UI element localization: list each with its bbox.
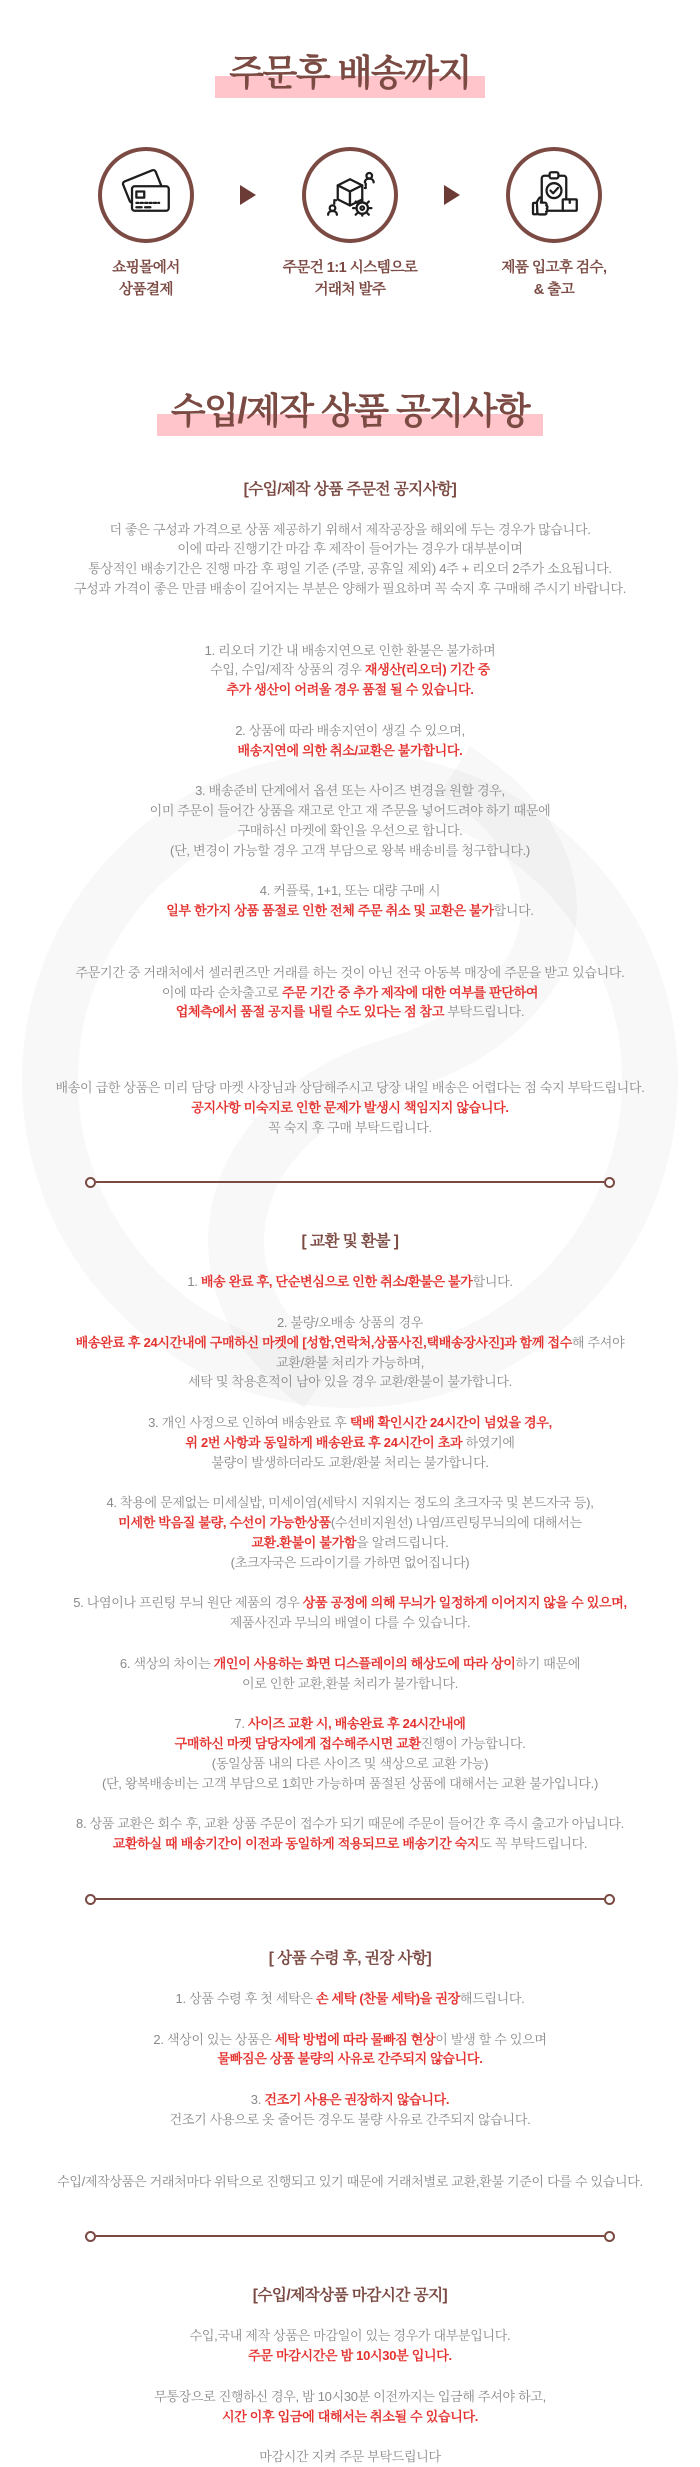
step-label-line: 주문건 1:1 시스템으로: [283, 258, 418, 280]
body-text: (수선비지원선) 나염/프린팅무늬의에 대해서는: [331, 1515, 582, 1530]
notice-line: [0, 821, 700, 841]
inspection-shipping-icon: [526, 167, 582, 223]
notice-line: [0, 2110, 700, 2130]
body-text: 해드립니다.: [460, 1991, 525, 2006]
notice-line: [0, 963, 700, 983]
step-order-system: [262, 147, 438, 302]
body-text: 합니다.: [494, 903, 534, 918]
step-label: [501, 258, 606, 302]
body-text: 구매하신 마켓에 확인을 우선으로 합니다.: [238, 823, 463, 838]
arrow-right-icon: [240, 185, 256, 205]
body-text: 수입/제작상품은 거래처마다 위탁으로 진행되고 있기 때문에 거래처별로 교환,환불 기준이 다를 수 있습니다.: [57, 2174, 643, 2189]
body-text: 을 알려드립니다.: [356, 1535, 448, 1550]
body-text: 2. 상품에 따라 배송지연이 생길 수 있으며,: [235, 723, 465, 738]
notice-line: [0, 801, 700, 821]
section-divider: [96, 1898, 604, 1900]
notice-line: [0, 1433, 700, 1453]
body-text: 3. 개인 사정으로 인하여 배송완료 후: [148, 1415, 350, 1430]
notice-line: [0, 881, 700, 901]
credit-card-icon: [118, 167, 174, 223]
notice-line: [0, 741, 700, 761]
body-text: 1.: [187, 1274, 201, 1289]
emphasis-text: 배송완료 후 24시간내에 구매하신 마켓에 [성함,연락처,상품사진,택배송장사진]과 함께 접수: [76, 1335, 572, 1350]
notice-line: [0, 1353, 700, 1373]
notice-paragraph: [0, 2326, 700, 2366]
notice-paragraph: [0, 963, 700, 1022]
order-system-icon: [322, 167, 378, 223]
notice-line: [0, 1674, 700, 1694]
body-text: 꼭 숙지 후 구매 부탁드립니다.: [268, 1120, 432, 1135]
notice-line: [0, 2030, 700, 2050]
body-text: 수입,국내 제작 상품은 마감일이 있는 경우가 대부분입니다.: [190, 2328, 511, 2343]
emphasis-text: 배송지연에 의한 취소/교환은 불가합니다.: [238, 743, 463, 758]
notice-paragraph: [0, 1814, 700, 1854]
notice-paragraph: [0, 1493, 700, 1572]
step-circle: [302, 147, 398, 243]
emphasis-text: 개인이 사용하는 화면 디스플레이의 해상도에 따라 상이: [214, 1656, 516, 1671]
emphasis-text: 교환하실 때 배송기간이 이전과 동일하게 적용되므로 배송기간 숙지: [113, 1836, 479, 1851]
notice-paragraph: [0, 781, 700, 860]
step-circle: [98, 147, 194, 243]
notice-paragraph: [0, 641, 700, 700]
section-heading: [수입/제작상품 마감시간 공지]: [0, 2283, 700, 2305]
body-text: 이에 따라 순차출고로: [162, 985, 282, 1000]
notice-line: [0, 579, 700, 599]
notice-line: [0, 2049, 700, 2069]
body-text: 7.: [234, 1716, 248, 1731]
body-text: 3.: [251, 2092, 265, 2107]
notice-paragraph: [0, 1313, 700, 1392]
step-payment: [58, 147, 234, 302]
emphasis-text: 미세한 박음질 불량, 수선이 가능한상품: [118, 1515, 331, 1530]
body-text: 건조기 사용으로 옷 줄어든 경우도 불량 사유로 간주되지 않습니다.: [170, 2112, 531, 2127]
notice-line: [0, 1333, 700, 1353]
notice-paragraph: [0, 2387, 700, 2427]
notice-line: [0, 2407, 700, 2427]
notice-line: [0, 1453, 700, 1473]
emphasis-text: 시간 이후 입금에 대해서는 취소될 수 있습니다.: [222, 2409, 478, 2424]
emphasis-text: 세탁 방법에 따라 물빠짐 현상: [275, 2032, 435, 2047]
body-text: 주문기간 중 거래처에서 셀러퀸즈만 거래를 하는 것이 아닌 전국 아동복 매장에 주문을 받고 있습니다.: [76, 965, 625, 980]
notice-line: [0, 1493, 700, 1513]
notice-line: [0, 2090, 700, 2110]
body-text: 해 주셔야: [572, 1335, 624, 1350]
notice-paragraph: [0, 1654, 700, 1694]
body-text: 합니다.: [473, 1274, 513, 1289]
notice-paragraph: [0, 1593, 700, 1633]
notice-line: [0, 1533, 700, 1553]
notice-line: [0, 983, 700, 1003]
emphasis-text: 교환.환불이 불가함: [251, 1535, 356, 1550]
body-text: 이에 따라 진행기간 마감 후 제작이 들어가는 경우가 대부분이며: [177, 541, 522, 556]
emphasis-text: 업체측에서 품절 공지를 내릴 수도 있다는 점 참고: [176, 1004, 448, 1019]
notice-title: [0, 302, 700, 433]
emphasis-text: 위 2번 사항과 동일하게 배송완료 후 24시간이 초과: [185, 1435, 465, 1450]
body-text: 세탁 및 착용흔적이 남아 있을 경우 교환/환불이 불가합니다.: [188, 1374, 512, 1389]
notice-line: [0, 1989, 700, 2009]
emphasis-text: 물빠짐은 상품 불량의 사유로 간주되지 않습니다.: [217, 2051, 482, 2066]
notice-line: [0, 1734, 700, 1754]
page-title: [0, 0, 700, 95]
notice-line: [0, 1078, 700, 1098]
emphasis-text: 주문 기간 중 추가 제작에 대한 여부를 판단하여: [282, 985, 538, 1000]
step-label-line: 상품결제: [112, 280, 180, 302]
notice-line: [0, 2172, 700, 2192]
notice-line: [0, 1754, 700, 1774]
notice-line: [0, 2387, 700, 2407]
notice-line: [0, 520, 700, 540]
notice-paragraph: [0, 2090, 700, 2130]
notice-paragraph: [0, 881, 700, 921]
body-text: 6. 색상의 차이는: [120, 1656, 214, 1671]
notice-line: [0, 1272, 700, 1292]
notice-paragraph: [0, 1413, 700, 1472]
notice-paragraph: [0, 2447, 700, 2467]
notice-line: [0, 1513, 700, 1533]
body-text: 이미 주문이 들어간 상품을 재고로 안고 재 주문을 넣어드려야 하기 때문에: [150, 803, 551, 818]
emphasis-text: 건조기 사용은 권장하지 않습니다.: [264, 2092, 449, 2107]
notice-paragraph: [0, 1272, 700, 1292]
notice-line: [0, 1834, 700, 1854]
body-text: 4. 커플룩, 1+1, 또는 대량 구매 시: [260, 883, 440, 898]
body-text: 배송이 급한 상품은 미리 담당 마켓 사장님과 상담해주시고 당장 내일 배송은 어렵다는 점 숙지 부탁드립니다.: [55, 1080, 644, 1095]
notice-paragraph: [0, 2030, 700, 2070]
body-text: 1. 리오더 기간 내 배송지연으로 인한 환불은 불가하며: [205, 643, 496, 658]
notice-title-highlight: 수입/제작 상품 공지사항: [157, 390, 543, 436]
notice-line: [0, 1313, 700, 1333]
notice-line: [0, 1002, 700, 1022]
body-text: 8. 상품 교환은 회수 후, 교환 상품 주문이 접수가 되기 때문에 주문이 들어간 후 즉시 출고가 아닙니다.: [76, 1816, 624, 1831]
emphasis-text: 손 세탁 (찬물 세탁)을 권장: [316, 1991, 460, 2006]
section-heading: [수입/제작 상품 주문전 공지사항]: [0, 477, 700, 499]
body-text: 이 발생 할 수 있으며: [435, 2032, 546, 2047]
notice-line: [0, 1613, 700, 1633]
body-text: 이로 인한 교환,환불 처리가 불가합니다.: [242, 1676, 458, 1691]
notice-line: [0, 841, 700, 861]
step-circle: [506, 147, 602, 243]
step-label-line: 거래처 발주: [283, 280, 418, 302]
notice-line: [0, 1372, 700, 1392]
notice-line: [0, 559, 700, 579]
emphasis-text: 택배 확인시간 24시간이 넘었을 경우,: [350, 1415, 552, 1430]
body-text: 더 좋은 구성과 가격으로 상품 제공하기 위해서 제작공장을 해외에 두는 경우가 많습니다.: [109, 522, 590, 537]
emphasis-text: 배송 완료 후, 단순변심으로 인한 취소/환불은 불가: [201, 1274, 473, 1289]
step-inspection: [466, 147, 642, 302]
emphasis-text: 주문 마감시간은 밤 10시30분 입니다.: [248, 2348, 452, 2363]
body-text: 하였기에: [466, 1435, 515, 1450]
body-text: 구성과 가격이 좋은 만큼 배송이 길어지는 부분은 양해가 필요하며 꼭 숙지 후 구매해 주시기 바랍니다.: [74, 581, 626, 596]
body-text: (초크자국은 드라이기를 가하면 없어집니다): [231, 1555, 470, 1570]
body-text: 도 꼭 부탁드립니다.: [479, 1836, 587, 1851]
notice-line: [0, 1774, 700, 1794]
notice-line: [0, 1413, 700, 1433]
notice-paragraph: [0, 1714, 700, 1793]
body-text: 하기 때문에: [515, 1656, 580, 1671]
notice-paragraph: [0, 520, 700, 599]
notice-line: [0, 1593, 700, 1613]
step-label-line: 제품 입고후 검수,: [501, 258, 606, 280]
step-label: [112, 258, 180, 302]
notice-line: [0, 641, 700, 661]
notice-line: [0, 1654, 700, 1674]
body-text: 2. 불량/오배송 상품의 경우: [277, 1315, 423, 1330]
body-text: 마감시간 지켜 주문 부탁드립니다: [259, 2449, 441, 2464]
body-text: 3. 배송준비 단계에서 옵션 또는 사이즈 변경을 원할 경우,: [195, 783, 505, 798]
step-label: [283, 258, 418, 302]
section-heading: [ 상품 수령 후, 권장 사항]: [0, 1946, 700, 1968]
body-text: 교환/환불 처리가 가능하며,: [276, 1355, 424, 1370]
body-text: 제품사진과 무늬의 배열이 다를 수 있습니다.: [230, 1615, 471, 1630]
notice-line: [0, 660, 700, 680]
notice-line: [0, 680, 700, 700]
emphasis-text: 사이즈 교환 시, 배송완료 후 24시간내에: [248, 1716, 466, 1731]
emphasis-text: 공지사항 미숙지로 인한 문제가 발생시 책임지지 않습니다.: [191, 1100, 508, 1115]
section-divider: [96, 1181, 604, 1183]
notice-body: [0, 477, 700, 2467]
notice-line: [0, 1553, 700, 1573]
body-text: 부탁드립니다.: [447, 1004, 524, 1019]
step-label-line: & 출고: [501, 280, 606, 302]
notice-line: [0, 901, 700, 921]
notice-paragraph: [0, 2172, 700, 2192]
body-text: 1. 상품 수령 후 첫 세탁은: [176, 1991, 316, 2006]
notice-paragraph: [0, 721, 700, 761]
notice-paragraph: [0, 1078, 700, 1137]
section-divider: [96, 2235, 604, 2237]
body-text: 2. 색상이 있는 상품은: [153, 2032, 275, 2047]
body-text: (동일상품 내의 다른 사이즈 및 색상으로 교환 가능): [212, 1756, 488, 1771]
body-text: (단, 왕복배송비는 고객 부담으로 1회만 가능하며 품절된 상품에 대해서는 교환 불가입니다.): [102, 1776, 598, 1791]
notice-line: [0, 781, 700, 801]
notice-line: [0, 2326, 700, 2346]
body-text: 무통장으로 진행하신 경우, 밤 10시30분 이전까지는 입금해 주셔야 하고,: [154, 2389, 546, 2404]
emphasis-text: 구매하신 마켓 담당자에게 접수해주시면 교환: [175, 1736, 421, 1751]
notice-paragraph: [0, 1989, 700, 2009]
notice-line: [0, 2447, 700, 2467]
emphasis-text: 상품 공정에 의해 무늬가 일정하게 이어지지 않을 수 있으며,: [303, 1595, 627, 1610]
notice-line: [0, 1814, 700, 1834]
body-text: 진행이 가능합니다.: [421, 1736, 526, 1751]
emphasis-text: 추가 생산이 어려울 경우 품절 될 수 있습니다.: [226, 682, 473, 697]
body-text: 5. 나염이나 프린팅 무늬 원단 제품의 경우: [73, 1595, 303, 1610]
notice-line: [0, 2346, 700, 2366]
order-process-steps: [0, 147, 700, 302]
body-text: (단, 변경이 가능할 경우 고객 부담으로 왕복 배송비를 청구합니다.): [170, 843, 530, 858]
body-text: 수입, 수입/제작 상품의 경우: [210, 662, 365, 677]
step-label-line: 쇼핑몰에서: [112, 258, 180, 280]
notice-line: [0, 1118, 700, 1138]
emphasis-text: 일부 한가지 상품 품절로 인한 전체 주문 취소 및 교환은 불가: [166, 903, 493, 918]
body-text: 4. 착용에 문제없는 미세실밥, 미세이염(세탁시 지워지는 정도의 초크자국 및 본드자국 등),: [106, 1495, 593, 1510]
body-text: 통상적인 배송기간은 진행 마감 후 평일 기준 (주말, 공휴일 제외) 4주 + 리오더 2주가 소요됩니다.: [88, 561, 612, 576]
section-heading: [ 교환 및 환불 ]: [0, 1229, 700, 1251]
body-text: 불량이 발생하더라도 교환/환불 처리는 불가합니다.: [211, 1455, 488, 1470]
notice-line: [0, 1714, 700, 1734]
notice-line: [0, 539, 700, 559]
arrow-right-icon: [444, 185, 460, 205]
emphasis-text: 재생산(리오더) 기간 중: [365, 662, 490, 677]
page-title-highlight: 주문후 배송까지: [215, 52, 484, 98]
notice-line: [0, 1098, 700, 1118]
notice-line: [0, 721, 700, 741]
